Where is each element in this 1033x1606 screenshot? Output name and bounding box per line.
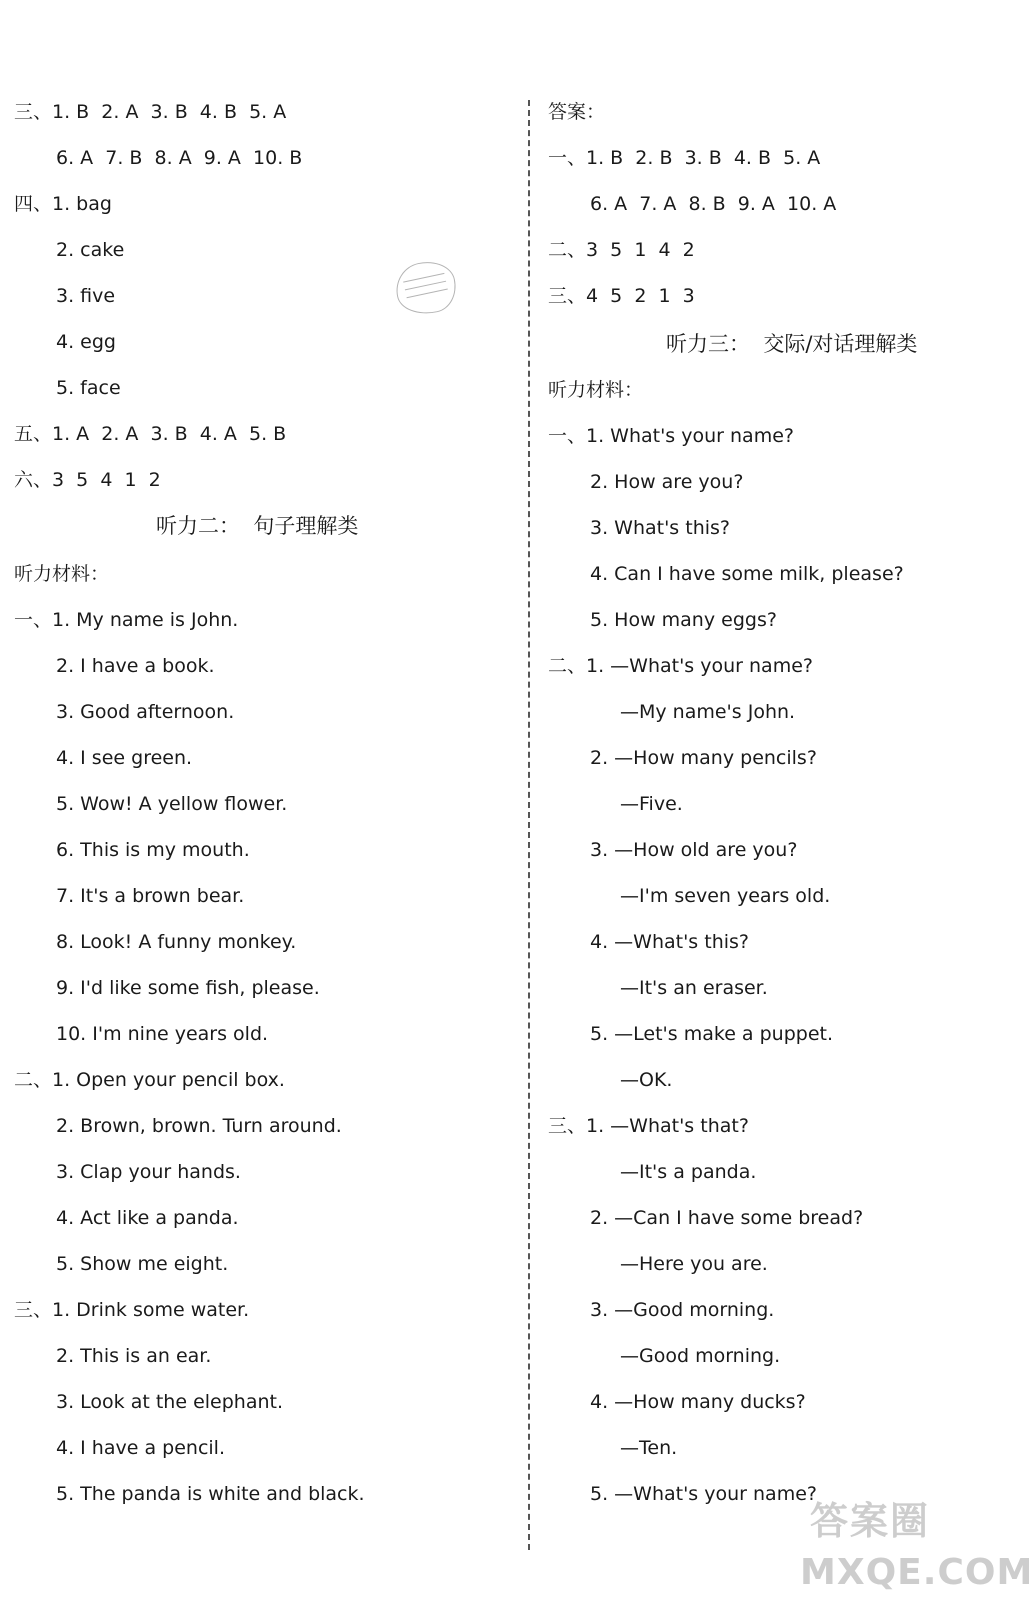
- text-line: 7. It's a brown bear.: [56, 885, 245, 907]
- text-line: 二、1. Open your pencil box.: [14, 1069, 285, 1091]
- text-line: 5. The panda is white and black.: [56, 1483, 365, 1505]
- watermark-text-top: 答案圈: [810, 1499, 931, 1543]
- text-line: 2. —How many pencils?: [590, 747, 817, 769]
- text-line: 3. Look at the elephant.: [56, 1391, 283, 1413]
- text-line: 5. How many eggs?: [590, 609, 777, 631]
- text-line: —Ten.: [620, 1437, 678, 1459]
- text-line: —It's an eraser.: [620, 977, 768, 999]
- text-line: 三、1. Drink some water.: [14, 1299, 250, 1321]
- text-line: 3. five: [56, 285, 116, 307]
- text-line: 3. Clap your hands.: [56, 1161, 241, 1183]
- text-line: —Five.: [620, 793, 683, 815]
- text-line: 4. Act like a panda.: [56, 1207, 239, 1229]
- text-line: 2. I have a book.: [56, 655, 215, 677]
- text-line: 6. A 7. B 8. A 9. A 10. B: [56, 147, 303, 169]
- text-line: —I'm seven years old.: [620, 885, 831, 907]
- text-line: —Good morning.: [620, 1345, 781, 1367]
- text-line: 4. —How many ducks?: [590, 1391, 806, 1413]
- text-line: 2. How are you?: [590, 471, 744, 493]
- text-line: 9. I'd like some fish, please.: [56, 977, 320, 999]
- section-heading: 听力三： 交际/对话理解类: [666, 332, 918, 356]
- text-line: 听力材料：: [548, 379, 644, 401]
- text-line: 5. —What's your name?: [590, 1483, 817, 1505]
- text-line: 8. Look! A funny monkey.: [56, 931, 297, 953]
- text-line: 2. Brown, brown. Turn around.: [56, 1115, 342, 1137]
- text-line: 4. I have a pencil.: [56, 1437, 225, 1459]
- text-line: 三、1. —What's that?: [548, 1115, 749, 1137]
- text-line: 3. —How old are you?: [590, 839, 798, 861]
- text-line: 5. face: [56, 377, 121, 399]
- text-line: 一、1. My name is John.: [14, 609, 239, 631]
- text-line: 3. —Good morning.: [590, 1299, 775, 1321]
- text-line: 六、3 5 4 1 2: [14, 469, 161, 491]
- text-line: 2. This is an ear.: [56, 1345, 212, 1367]
- text-line: 5. —Let's make a puppet.: [590, 1023, 834, 1045]
- text-line: 一、1. B 2. B 3. B 4. B 5. A: [548, 147, 821, 169]
- text-line: 四、1. bag: [14, 193, 112, 215]
- text-line: 4. —What's this?: [590, 931, 750, 953]
- text-line: 一、1. What's your name?: [548, 425, 794, 447]
- text-line: 三、4 5 2 1 3: [548, 285, 695, 307]
- text-line: 6. This is my mouth.: [56, 839, 250, 861]
- text-line: —My name's John.: [620, 701, 796, 723]
- text-line: —It's a panda.: [620, 1161, 757, 1183]
- text-line: 4. Can I have some milk, please?: [590, 563, 904, 585]
- text-line: 听力材料：: [14, 563, 110, 585]
- text-line: 2. —Can I have some bread?: [590, 1207, 864, 1229]
- text-line: 4. I see green.: [56, 747, 193, 769]
- text-line: 答案：: [548, 101, 606, 123]
- watermark-text-bottom: MXQE.COM: [800, 1552, 1033, 1593]
- column-divider: [528, 100, 530, 1550]
- text-line: 10. I'm nine years old.: [56, 1023, 269, 1045]
- text-line: —Here you are.: [620, 1253, 768, 1275]
- text-line: 5. Wow! A yellow flower.: [56, 793, 288, 815]
- text-line: 五、1. A 2. A 3. B 4. A 5. B: [14, 423, 287, 445]
- section-heading: 听力二： 句子理解类: [156, 514, 359, 538]
- watermark-logo: [800, 1490, 1033, 1600]
- text-line: 6. A 7. A 8. B 9. A 10. A: [590, 193, 837, 215]
- right-column: [548, 0, 988, 1606]
- text-line: 4. egg: [56, 331, 116, 353]
- text-line: 3. What's this?: [590, 517, 731, 539]
- text-line: 二、3 5 1 4 2: [548, 239, 695, 261]
- text-line: 3. Good afternoon.: [56, 701, 235, 723]
- text-line: 2. cake: [56, 239, 125, 261]
- text-line: 5. Show me eight.: [56, 1253, 229, 1275]
- text-line: 二、1. —What's your name?: [548, 655, 813, 677]
- text-line: 三、1. B 2. A 3. B 4. B 5. A: [14, 101, 287, 123]
- text-line: —OK.: [620, 1069, 673, 1091]
- left-column: [14, 0, 484, 1606]
